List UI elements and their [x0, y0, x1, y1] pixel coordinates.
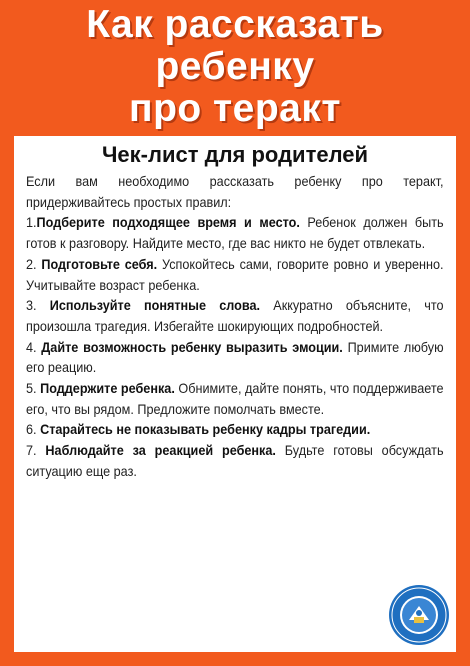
checklist-item	[26, 338, 444, 379]
item-number: 3.	[26, 298, 50, 314]
item-number: 5.	[26, 381, 41, 397]
item-text: Примите любую его реацию.	[26, 339, 444, 376]
intro-paragraph: Если вам необходимо рассказать ребенку про теракт, придерживайтесь простых правил:	[26, 174, 444, 210]
organization-seal-icon	[388, 584, 450, 646]
item-text: Будьте готовы обсуждать ситуацию еще раз.	[26, 443, 444, 479]
item-text: Обнимите, дайте понять, что поддерживаете его, что вы рядом. Предложите помолчать вместе.	[26, 381, 444, 417]
checklist-item	[26, 379, 444, 420]
item-heading: Наблюдайте за реакцией ребенка.	[45, 443, 276, 459]
checklist-item	[26, 255, 444, 296]
item-heading: Подготовьте себя.	[41, 256, 158, 272]
item-number: 1.	[26, 215, 37, 231]
item-heading: Подберите подходящее время и место.	[36, 215, 300, 231]
title-line-3: про теракт	[129, 87, 341, 130]
item-number: 7.	[26, 443, 46, 459]
item-heading: Старайтесь не показывать ребенку кадры трагедии.	[40, 422, 371, 438]
checklist-item	[26, 213, 444, 254]
item-text: Успокойтесь сами, говорите ровно и уверенно. Учитывайте возраст ребенка.	[26, 256, 444, 293]
item-number: 2.	[26, 256, 42, 272]
item-heading: Поддержите ребенка.	[40, 381, 175, 397]
item-text: Ребенок должен быть готов к разговору. Найдите место, где вас никто не будет отвлекать.	[26, 215, 444, 252]
item-number: 4.	[26, 339, 42, 355]
item-heading: Дайте возможность ребенку выразить эмоции.	[41, 339, 343, 355]
checklist-title: Чек-лист для родителей	[101, 142, 369, 167]
checklist-item	[26, 420, 444, 441]
title-line-2: ребенку	[155, 45, 315, 88]
checklist-item	[26, 441, 444, 482]
item-text: Аккуратно объясните, что произошла трагедия. Избегайте шокирующих подробностей.	[26, 298, 444, 334]
checklist-body	[26, 172, 444, 483]
poster-title	[0, 4, 470, 130]
title-line-1: Как рассказать	[86, 3, 384, 46]
checklist-item	[26, 296, 444, 337]
item-heading: Используйте понятные слова.	[49, 298, 261, 314]
item-number: 6.	[26, 422, 41, 438]
checklist-card	[14, 136, 456, 652]
